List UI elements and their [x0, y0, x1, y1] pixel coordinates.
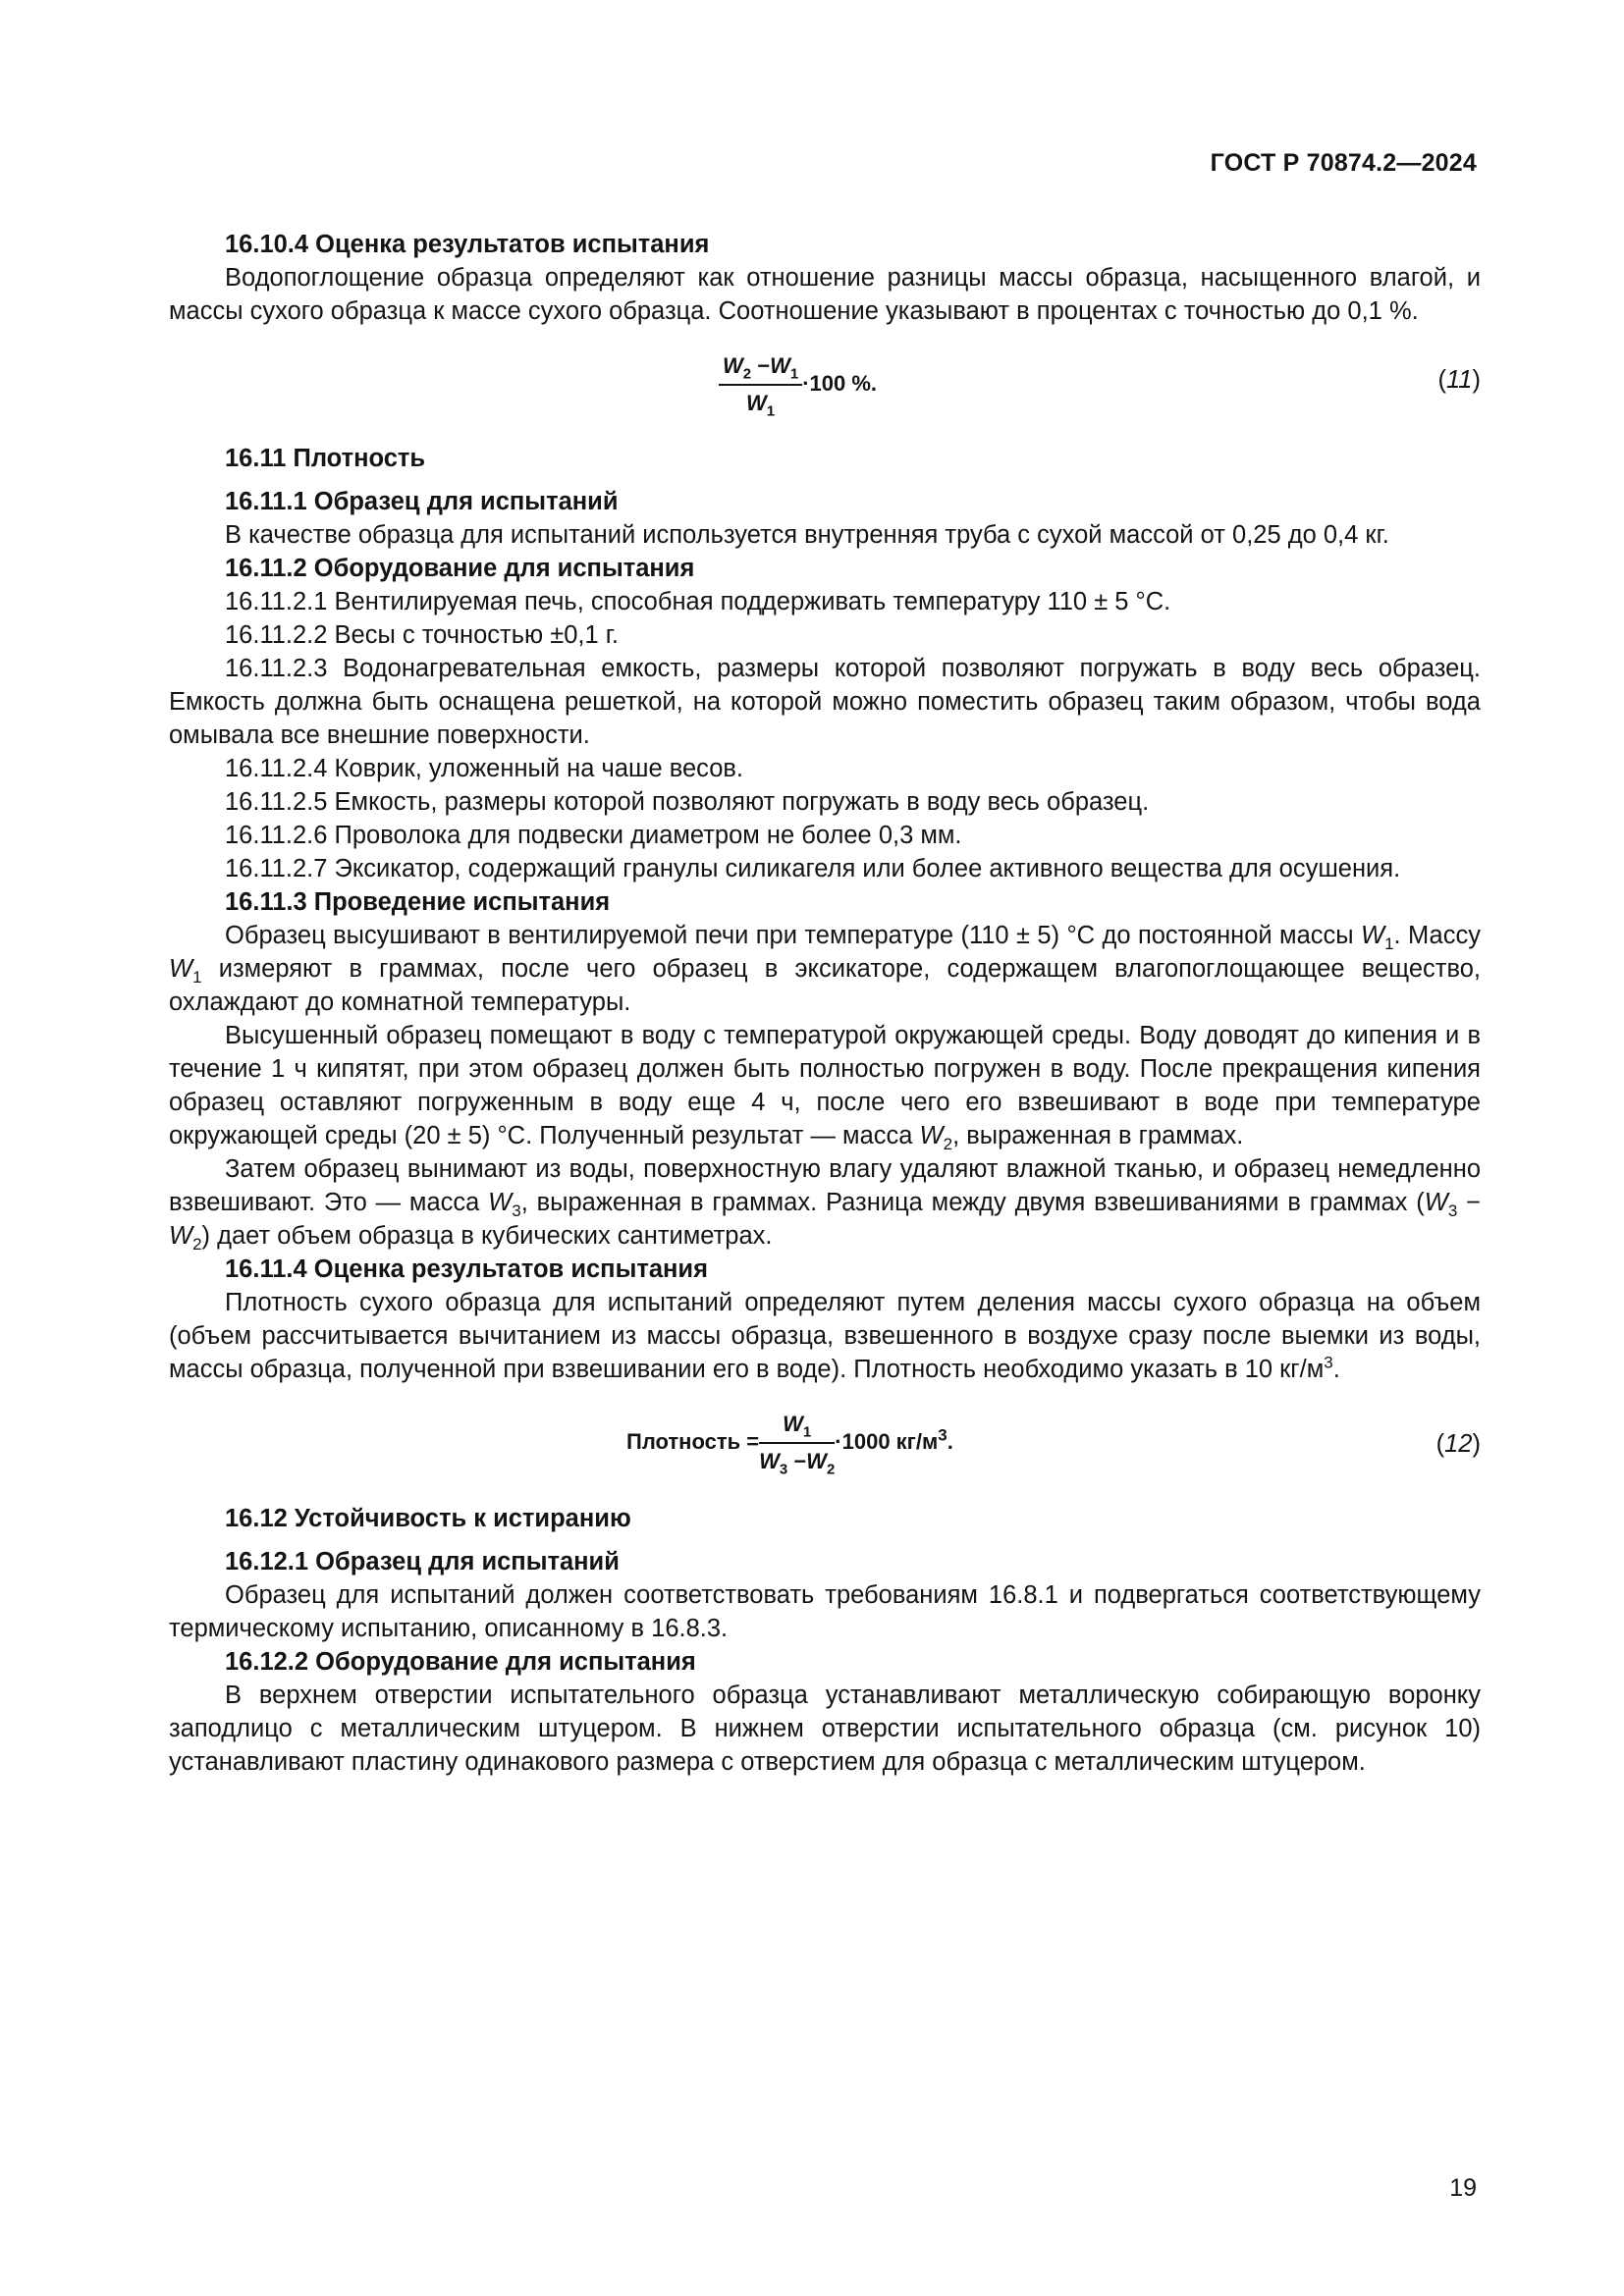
- equation-number-11: (11): [1437, 366, 1481, 394]
- list-item: 16.11.2.6 Проволока для подвески диаметром не более 0,3 мм.: [225, 822, 962, 849]
- list-item: 16.11.2.1 Вентилируемая печь, способная поддерживать температуру 110 ± 5 °С.: [225, 588, 1171, 615]
- section-16-11-3-paragraph-1: Образец высушивают в вентилируемой печи при температуре (110 ± 5) °С до постоянной массы $W_1$. Массу $W_1$ измеряют в граммах, после чего образец в эксикаторе, содержащем влагопоглощающее вещество, охлаждают до комнатной температуры.: [169, 922, 1481, 1016]
- list-item: 16.11.2.2 Весы с точностью ±0,1 г.: [225, 621, 620, 649]
- formula-12-lhs: Плотность =: [626, 1428, 760, 1454]
- list-item: 16.11.2.4 Коврик, уложенный на чаше весов.: [225, 755, 744, 782]
- equation-number-12: (12): [1435, 1430, 1481, 1458]
- formula-12-fraction: [759, 1408, 835, 1478]
- formula-12-expression: [626, 1408, 953, 1478]
- section-16-12-heading: 16.12 Устойчивость к истиранию: [225, 1505, 631, 1532]
- formula-12-denominator: $W_3 -W_2$: [759, 1449, 836, 1478]
- section-16-11-2-heading: 16.11.2 Оборудование для испытания: [225, 555, 695, 582]
- section-16-11-3-heading: 16.11.3 Проведение испытания: [225, 888, 611, 916]
- section-16-11-4-paragraph: Плотность сухого образца для испытаний определяют путем деления массы сухого образца на объем (объем рассчитывается вычитанием из массы образца, взвешенного в воздухе сразу после выемки из воды, массы образца, полученной при взвешивании его в воде). Плотность необходимо указать в 10 $кг/м^3$.: [169, 1289, 1481, 1383]
- section-16-11-3-paragraph-2: Высушенный образец помещают в воду с температурой окружающей среды. Воду доводят до кипения и в течение 1 ч кипятят, при этом образец должен быть полностью погружен в воду. После прекращения кипения образец оставляют погруженным в воду еще 4 ч, после чего его взвешивают в воде при температуре окружающей среды (20 ± 5) °С. Полученный результат — масса $W_2$, выраженная в граммах.: [169, 1022, 1481, 1154]
- standard-header: ГОСТ Р 70874.2—2024: [1210, 149, 1477, 177]
- formula-11-numerator: $W_2 -W_1$: [719, 349, 802, 386]
- list-item: 16.11.2.7 Эксикатор, содержащий гранулы силикагеля или более активного вещества для осушения.: [225, 855, 1401, 882]
- formula-12: [169, 1386, 1481, 1492]
- section-16-11-1-heading: 16.11.1 Образец для испытаний: [225, 488, 619, 515]
- section-16-12-2-paragraph: В верхнем отверстии испытательного образца устанавливают металлическую собирающую воронку заподлицо с металлическим штуцером. В нижнем отверстии испытательного образца (см. рисунок 10) устанавливают пластину одинакового размера с отверстием для образца с металлическим штуцером.: [169, 1682, 1481, 1776]
- formula-12-numerator: $W_1$: [759, 1408, 835, 1444]
- section-16-10-4-heading: 16.10.4 Оценка результатов испытания: [225, 231, 710, 258]
- formula-11: [169, 328, 1481, 420]
- section-16-12-2-heading: 16.12.2 Оборудование для испытания: [225, 1648, 696, 1676]
- formula-11-multiplier: ·100 %.: [802, 370, 878, 396]
- formula-11-fraction: [719, 349, 802, 420]
- list-item: 16.11.2.3 Водонагревательная емкость, размеры которой позволяют погружать в воду весь образец. Емкость должна быть оснащена решеткой, на которой можно поместить образец таким образом, чтобы вода омывала все внешние поверхности.: [169, 655, 1481, 749]
- section-16-10-4-paragraph: Водопоглощение образца определяют как отношение разницы массы образца, насыщенного влагой, и массы сухого образца к массе сухого образца. Соотношение указывают в процентах с точностью до 0,1 %.: [169, 264, 1481, 325]
- list-item: 16.11.2.5 Емкость, размеры которой позволяют погружать в воду весь образец.: [225, 788, 1150, 816]
- section-16-12-1-heading: 16.12.1 Образец для испытаний: [225, 1548, 620, 1575]
- formula-12-multiplier: ·1000 $кг/м^3$.: [835, 1425, 953, 1454]
- section-16-11-4-heading: 16.11.4 Оценка результатов испытания: [225, 1255, 708, 1283]
- section-16-11-heading: 16.11 Плотность: [225, 445, 426, 472]
- formula-11-denominator: $W_1$: [746, 391, 776, 420]
- document-body: [169, 228, 1481, 1779]
- section-16-11-1-paragraph: В качестве образца для испытаний используется внутренняя труба с сухой массой от 0,25 до 0,4 кг.: [225, 521, 1389, 549]
- page-number: 19: [1449, 2174, 1477, 2202]
- section-16-11-3-paragraph-3: Затем образец вынимают из воды, поверхностную влагу удаляют влажной тканью, и образец немедленно взвешивают. Это — масса $W_3$, выраженная в граммах. Разница между двумя взвешиваниями в граммах $(W_3 - W_2)$ дает объем образца в кубических сантиметрах.: [169, 1155, 1481, 1255]
- formula-11-expression: [719, 349, 877, 420]
- section-16-12-1-paragraph: Образец для испытаний должен соответствовать требованиям 16.8.1 и подвергаться соответствующему термическому испытанию, описанному в 16.8.3.: [169, 1581, 1481, 1642]
